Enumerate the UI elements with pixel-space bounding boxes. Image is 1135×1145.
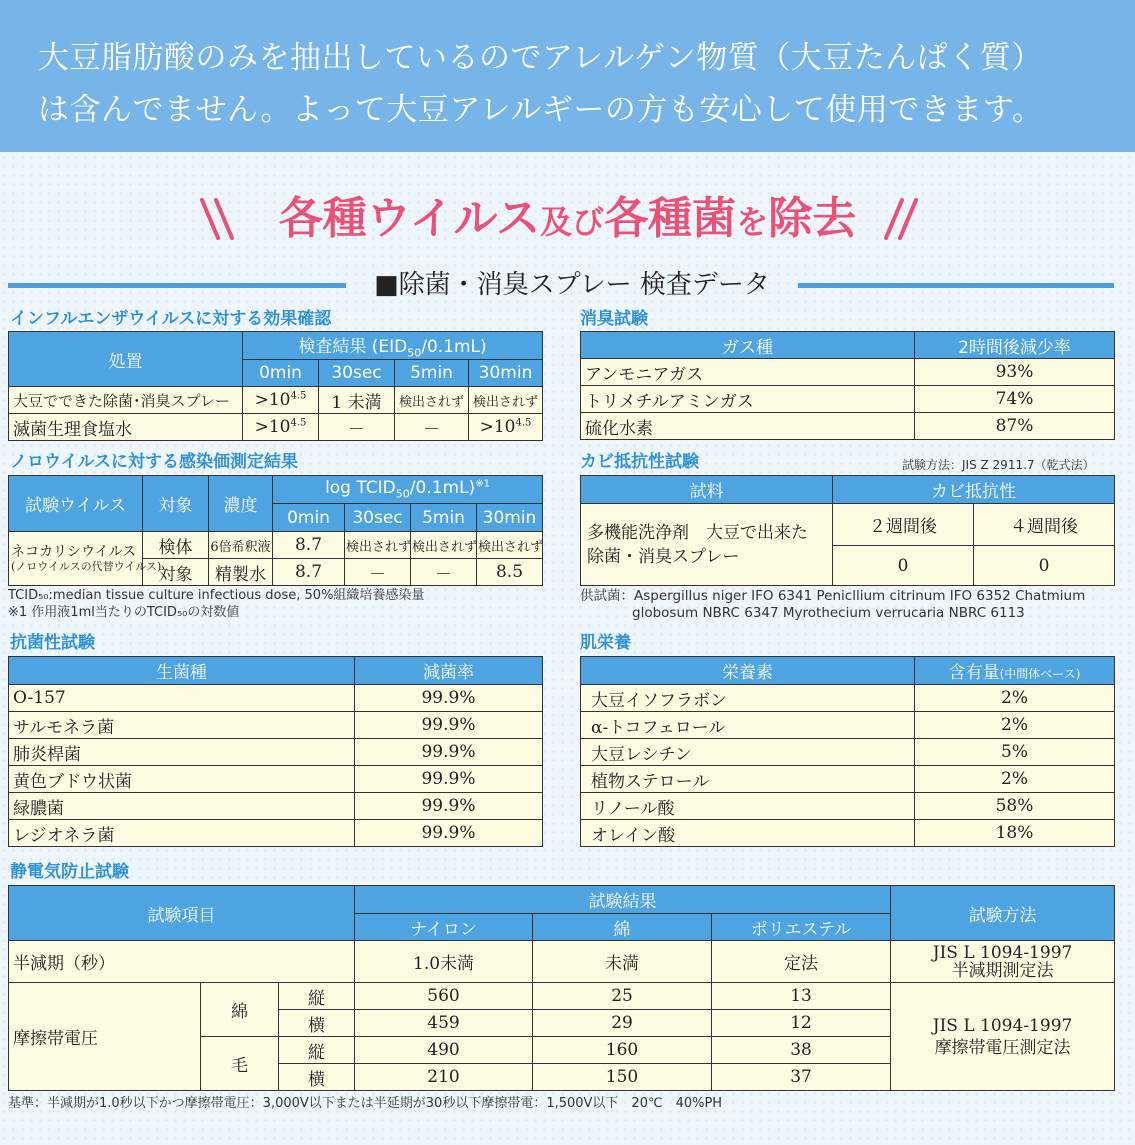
static-fabric-polyester: ポリエステル xyxy=(712,914,891,941)
static-value: 29 xyxy=(533,1010,712,1037)
static-col-result: 試験結果 xyxy=(355,886,891,914)
antibac-rate: 99.9% xyxy=(355,712,543,739)
mold-method: 試験方法：JIS Z 2911.7（乾式法） xyxy=(902,458,1095,472)
influenza-col-result: 検査結果 $(EID_{50}/0.1mL)$ xyxy=(243,332,543,360)
table-row xyxy=(9,414,543,441)
static-direction: 横 xyxy=(279,1064,355,1091)
skin-table xyxy=(580,656,1115,847)
skin-name: α-トコフェロール xyxy=(581,712,915,739)
antibac-rate: 99.9% xyxy=(355,820,543,847)
static-value: 37 xyxy=(712,1064,891,1091)
deodor-table xyxy=(580,331,1115,440)
skin-value: 18% xyxy=(915,820,1115,847)
headline-part-5: 除去 xyxy=(768,193,857,244)
static-direction: 横 xyxy=(279,1010,355,1037)
deodor-gas: アンモニアガス xyxy=(581,359,915,386)
noro-col-log: $\log TCID_{50}/0.1mL)^{※1}$ xyxy=(273,476,543,504)
mold-col-sample: 試料 xyxy=(581,476,833,504)
noro-cell: － xyxy=(345,559,411,586)
antibac-rate: 99.9% xyxy=(355,793,543,820)
mold-note-1: 供試菌：Aspergillus niger IFO 6341 Penicllium citrinum IFO 6352 Chatmium xyxy=(580,588,1086,604)
influenza-time-3: 30min xyxy=(469,360,543,387)
mold-note-2: globosum NBRC 6347 Myrothecium verrucaria NBRC 6113 xyxy=(632,605,1025,621)
antibac-caption: 抗菌性試験 xyxy=(10,633,95,653)
skin-col-content: 含有量(中間体ベース) xyxy=(915,657,1115,685)
influenza-cell: － xyxy=(319,414,395,441)
static-halflife-label: 半減期（秒） xyxy=(9,941,355,983)
noro-time-3: 30min xyxy=(477,504,543,532)
table-row xyxy=(9,712,543,739)
static-value: 560 xyxy=(355,983,533,1010)
antibac-name: O-157 xyxy=(9,685,355,712)
noro-time-1: 30sec xyxy=(345,504,411,532)
static-value: 490 xyxy=(355,1037,533,1064)
noro-target: 対象 xyxy=(143,559,209,586)
mold-caption: カビ抵抗性試験 xyxy=(580,452,699,472)
top-banner xyxy=(0,0,1135,152)
static-direction: 縦 xyxy=(279,1037,355,1064)
mold-table xyxy=(580,475,1115,586)
static-friction-method xyxy=(891,983,1115,1091)
headline-part-1: 各種ウイルス xyxy=(278,193,541,244)
headline-part-2: 及び xyxy=(540,203,605,241)
headline-part-3: 各種菌 xyxy=(604,193,737,244)
static-halflife-method-2: 半減期測定法 xyxy=(951,960,1054,981)
static-fabric-cotton: 綿 xyxy=(533,914,712,941)
static-value: 12 xyxy=(712,1010,891,1037)
noro-table xyxy=(8,475,543,586)
noro-virus-label: ネコカリシウイルス xyxy=(11,543,137,560)
skin-name: オレイン酸 xyxy=(581,820,915,847)
noro-time-2: 5min xyxy=(411,504,477,532)
table-row xyxy=(9,532,543,559)
static-friction-label: 摩擦帯電圧 xyxy=(9,983,201,1091)
static-col-item: 試験項目 xyxy=(9,886,355,941)
table-row xyxy=(9,739,543,766)
noro-caption: ノロウイルスに対する感染価測定結果 xyxy=(10,452,298,472)
static-footnote: 基準：半減期が1.0秒以下かつ摩擦帯電圧：3,000V以下または半延期が30秒以下摩擦帯電：1,500V以下 20℃ 40%PH xyxy=(8,1096,723,1111)
static-value: 150 xyxy=(533,1064,712,1091)
table-row xyxy=(581,386,1115,413)
banner-line-2: は含んでません。よって大豆アレルギーの方も安心して使用できます。 xyxy=(38,92,1044,128)
skin-value: 2% xyxy=(915,712,1115,739)
slash-decoration-left-icon xyxy=(196,194,240,244)
noro-conc: 精製水 xyxy=(209,559,273,586)
influenza-table xyxy=(8,331,543,441)
banner-line-1: 大豆脂肪酸のみを抽出しているのでアレルゲン物質（大豆たんぱく質） xyxy=(38,40,1043,76)
table-row xyxy=(581,413,1115,440)
slash-decoration-right-icon xyxy=(880,194,924,244)
static-friction-method-2: 摩擦帯電圧測定法 xyxy=(934,1037,1071,1058)
table-row xyxy=(9,941,1115,983)
noro-cell: － xyxy=(411,559,477,586)
section-title-text: ■除菌・消臭スプレー 検査データ xyxy=(374,270,770,300)
noro-cell: 検出されず xyxy=(477,532,543,559)
influenza-col-treatment: 処置 xyxy=(9,332,243,387)
noro-cell: 検出されず xyxy=(345,532,411,559)
title-rule-right xyxy=(798,283,1114,288)
static-fabric-nylon: ナイロン xyxy=(355,914,533,941)
noro-target: 検体 xyxy=(143,532,209,559)
mold-value: 0 xyxy=(974,546,1115,586)
table-row xyxy=(9,793,543,820)
static-caption: 静電気防止試験 xyxy=(10,862,129,882)
static-halflife-value: 未満 xyxy=(533,941,712,983)
influenza-time-2: 5min xyxy=(395,360,469,387)
skin-name: リノール酸 xyxy=(581,793,915,820)
table-row xyxy=(581,504,1115,546)
noro-col-virus: 試験ウイルス xyxy=(9,476,143,532)
static-halflife-method-1: JIS L 1094-1997 xyxy=(932,942,1073,963)
antibac-name: 黄色ブドウ状菌 xyxy=(9,766,355,793)
table-row xyxy=(581,820,1115,847)
deodor-col-gas: ガス種 xyxy=(581,332,915,359)
antibac-name: 緑膿菌 xyxy=(9,793,355,820)
static-value: 210 xyxy=(355,1064,533,1091)
static-table xyxy=(8,885,1115,1091)
table-row xyxy=(9,387,543,414)
noro-cell: 8.7 xyxy=(273,559,345,586)
deodor-rate: 87% xyxy=(915,413,1115,440)
noro-note-2: ※1 作用液1ml当たりのTCID₅₀の対数値 xyxy=(8,605,240,620)
static-halflife-method xyxy=(891,941,1115,983)
static-friction-method-1: JIS L 1094-1997 xyxy=(932,1015,1073,1036)
influenza-row-name: 大豆でできた除菌･消臭スプレー xyxy=(9,387,243,414)
influenza-cell: － xyxy=(395,414,469,441)
table-row xyxy=(581,793,1115,820)
static-material: 綿 xyxy=(201,983,279,1037)
skin-value: 5% xyxy=(915,739,1115,766)
influenza-cell: 1 未満 xyxy=(319,387,395,414)
table-row xyxy=(581,359,1115,386)
antibac-rate: 99.9% xyxy=(355,766,543,793)
noro-col-target: 対象 xyxy=(143,476,209,532)
mold-sample-line-2: 除菌・消臭スプレー xyxy=(587,546,740,567)
skin-value: 2% xyxy=(915,766,1115,793)
table-row xyxy=(9,766,543,793)
skin-col-nutrient: 栄養素 xyxy=(581,657,915,685)
noro-conc: 6倍希釈液 xyxy=(209,532,273,559)
noro-time-0: 0min xyxy=(273,504,345,532)
noro-col-conc: 濃度 xyxy=(209,476,273,532)
table-row xyxy=(581,766,1115,793)
influenza-time-0: 0min xyxy=(243,360,319,387)
static-value: 459 xyxy=(355,1010,533,1037)
skin-name: 大豆レシチン xyxy=(581,739,915,766)
static-value: 160 xyxy=(533,1037,712,1064)
influenza-cell: $>10^{4.5}$ xyxy=(243,414,319,441)
deodor-gas: トリメチルアミンガス xyxy=(581,386,915,413)
static-value: 38 xyxy=(712,1037,891,1064)
deodor-caption: 消臭試験 xyxy=(580,309,648,329)
noro-cell: 8.5 xyxy=(477,559,543,586)
noro-note-1: TCID₅₀:median tissue culture infectious dose, 50%組織培養感染量 xyxy=(8,588,425,603)
deodor-col-rate: 2時間後減少率 xyxy=(915,332,1115,359)
mold-col-resist: カビ抵抗性 xyxy=(833,476,1115,504)
static-halflife-value: 定法 xyxy=(712,941,891,983)
skin-value: 58% xyxy=(915,793,1115,820)
antibac-table xyxy=(8,656,543,847)
static-value: 13 xyxy=(712,983,891,1010)
deodor-rate: 93% xyxy=(915,359,1115,386)
static-halflife-value: 1.0未満 xyxy=(355,941,533,983)
table-row xyxy=(581,739,1115,766)
antibac-name: レジオネラ菌 xyxy=(9,820,355,847)
skin-name: 植物ステロール xyxy=(581,766,915,793)
mold-period: ２週間後 xyxy=(833,504,974,546)
noro-virus-note: (ノロウイルスの代替ウイルス) xyxy=(11,559,162,573)
table-row xyxy=(581,685,1115,712)
influenza-row-name: 滅菌生理食塩水 xyxy=(9,414,243,441)
antibac-rate: 99.9% xyxy=(355,685,543,712)
headline xyxy=(0,186,1135,252)
antibac-col-rate: 減菌率 xyxy=(355,657,543,685)
antibac-name: 肺炎桿菌 xyxy=(9,739,355,766)
noro-virus-name xyxy=(9,532,162,586)
influenza-cell: 検出されず xyxy=(395,387,469,414)
mold-sample-line-1: 多機能洗浄剤 大豆で出来た xyxy=(587,522,808,543)
mold-period: ４週間後 xyxy=(974,504,1115,546)
influenza-cell: $>10^{4.5}$ xyxy=(243,387,319,414)
influenza-cell: 検出されず xyxy=(469,387,543,414)
mold-value: 0 xyxy=(833,546,974,586)
table-row xyxy=(9,685,543,712)
title-rule-left xyxy=(8,283,346,288)
static-direction: 縦 xyxy=(279,983,355,1010)
static-value: 25 xyxy=(533,983,712,1010)
section-title xyxy=(0,266,1135,306)
skin-caption: 肌栄養 xyxy=(580,633,631,653)
antibac-name: サルモネラ菌 xyxy=(9,712,355,739)
static-material: 毛 xyxy=(201,1037,279,1091)
antibac-rate: 99.9% xyxy=(355,739,543,766)
table-row xyxy=(9,983,1115,1010)
noro-cell: 8.7 xyxy=(273,532,345,559)
antibac-col-species: 生菌種 xyxy=(9,657,355,685)
table-row xyxy=(9,820,543,847)
deodor-gas: 硫化水素 xyxy=(581,413,915,440)
mold-sample xyxy=(581,504,833,586)
influenza-caption: インフルエンザウイルスに対する効果確認 xyxy=(10,309,332,329)
skin-value: 2% xyxy=(915,685,1115,712)
static-col-method: 試験方法 xyxy=(891,886,1115,941)
deodor-rate: 74% xyxy=(915,386,1115,413)
headline-part-4: を xyxy=(736,203,769,241)
influenza-time-1: 30sec xyxy=(319,360,395,387)
influenza-cell: $>10^{4.5}$ xyxy=(469,414,543,441)
noro-cell: 検出されず xyxy=(411,532,477,559)
skin-name: 大豆イソフラボン xyxy=(581,685,915,712)
table-row xyxy=(581,712,1115,739)
